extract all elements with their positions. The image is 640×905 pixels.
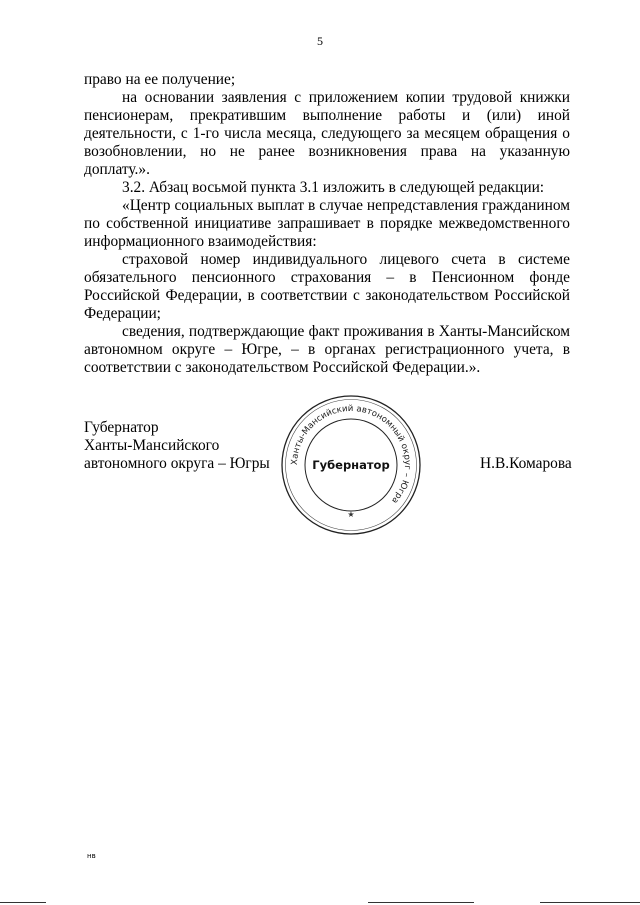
- scan-bottom-edge: [0, 900, 640, 905]
- seal-ring-text: Ханты-Мансийский автономный округ – Югра: [289, 403, 413, 506]
- paragraph: «Центр социальных выплат в случае непредставления гражданином по собственной инициативе запрашивает в порядке межведомственного информационного взаимодействия:: [84, 197, 570, 250]
- signature-block: [84, 419, 270, 473]
- document-body: [84, 71, 570, 377]
- seal-center-text: Губернатор: [312, 458, 390, 472]
- paragraph: на основании заявления с приложением копии трудовой книжки пенсионерам, прекратившим выполнение работы и (или) иной деятельности, с 1-го числа месяца, следующего за месяцем обращения о возобновлении, но не ранее возникновения права на указанную доплату.».: [84, 89, 570, 178]
- page-number: 5: [317, 34, 323, 48]
- seal-star-icon: ★: [347, 510, 355, 519]
- paragraph: страховой номер индивидуального лицевого счета в системе обязательного пенсионного страхования – в Пенсионном фонде Российской Федерации, в соответствии с законодательством Российской Федерации;: [84, 251, 570, 322]
- paragraph: право на ее получение;: [84, 71, 236, 88]
- paragraph: сведения, подтверждающие факт проживания в Ханты-Мансийском автономном округе – Югре, – в органах регистрационного учета, в соответствии с законодательством Российской Федерации.».: [84, 323, 570, 376]
- signatory-title-line: Ханты-Мансийского: [84, 437, 220, 454]
- paragraph: 3.2. Абзац восьмой пункта 3.1 изложить в следующей редакции:: [122, 179, 545, 196]
- signatory-title-line: автономного округа – Югры: [84, 455, 270, 472]
- official-seal: [279, 393, 423, 537]
- signatory-name: Н.В.Комарова: [480, 455, 572, 472]
- executor-initials: нв: [87, 852, 96, 860]
- signatory-title-line: Губернатор: [84, 419, 159, 436]
